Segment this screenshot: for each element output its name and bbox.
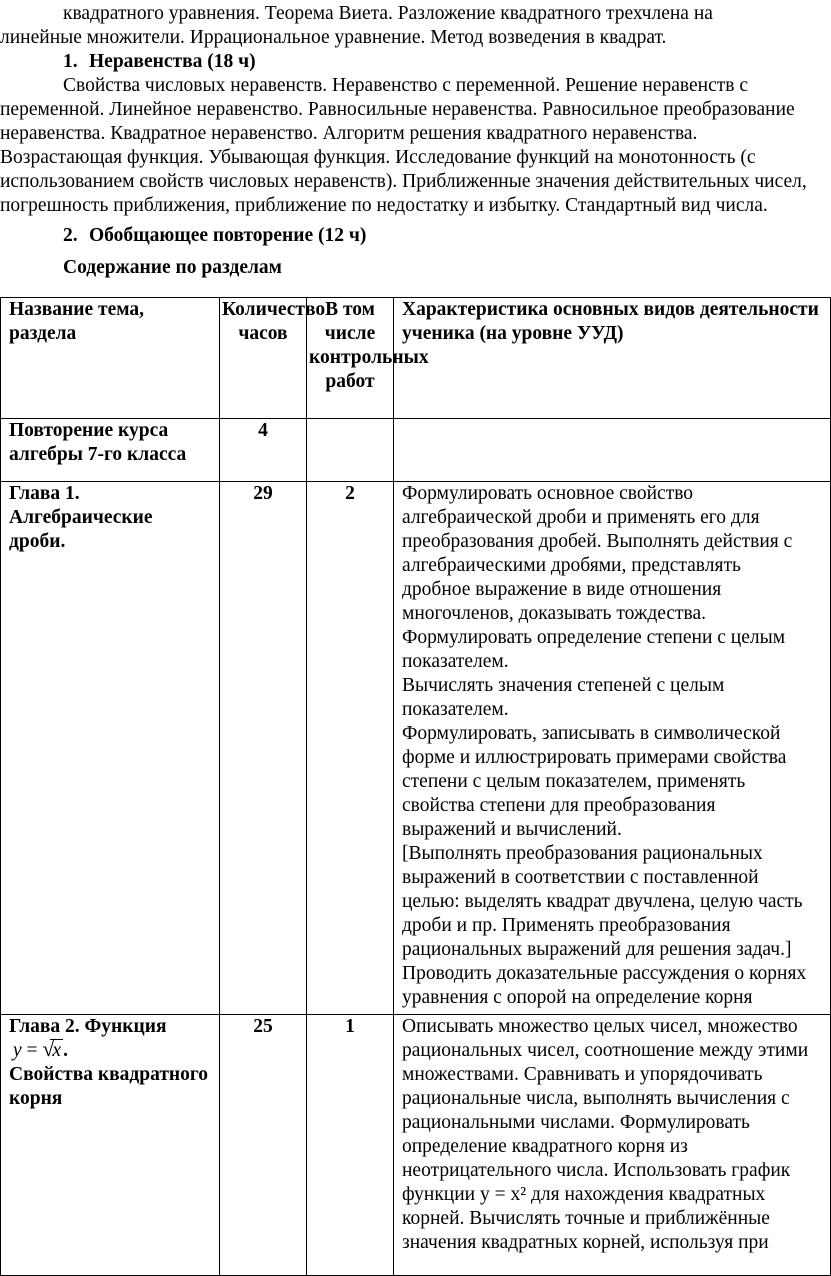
activity-line: функции y = x² для нахождения квадратных — [402, 1184, 766, 1205]
activity-line: значения квадратных корней, используя при — [402, 1232, 769, 1253]
header-tests: В том числе контрольных работ — [307, 298, 394, 419]
activity-line: рациональными числами. Формулировать — [402, 1112, 750, 1133]
table-row — [1, 419, 831, 482]
activity-line: показателем. — [402, 699, 509, 720]
syllabus-table — [0, 297, 831, 1276]
formula — [9, 1036, 68, 1063]
formula-eq: = — [26, 1040, 38, 1061]
contents-title: Содержание по разделам — [63, 257, 282, 278]
activity-line: рациональные числа, выполнять вычисления с — [402, 1088, 790, 1109]
activity-line: алгебраической дроби и применять его для — [402, 507, 760, 528]
section-title: Неравенства (18 ч) — [89, 51, 256, 72]
topic-subtitle: Свойства квадратного корня — [9, 1064, 209, 1109]
topic-cell — [1, 1015, 220, 1276]
formula-lhs: y — [13, 1040, 22, 1061]
table-row — [1, 482, 831, 1015]
hours-cell: 4 — [220, 419, 307, 482]
activity-line: многочленов, доказывать тождества. — [402, 603, 707, 624]
activity-line: выражений и вычислений. — [402, 819, 622, 840]
formula-end: . — [63, 1040, 68, 1061]
activity-line: преобразования дробей. Выполнять действия с — [402, 531, 793, 552]
activity-line: свойства степени для преобразования — [402, 795, 716, 816]
sqrt-symbol: √ x — [42, 1036, 62, 1061]
tests-cell: 2 — [307, 482, 394, 1015]
activity-line: Формулировать, записывать в символической — [402, 723, 781, 744]
topic-title: Глава 2. Функция — [9, 1016, 167, 1037]
activity-line: множествами. Сравнивать и упорядочивать — [402, 1064, 763, 1085]
activity-cell — [394, 482, 831, 1015]
intro-text — [0, 2, 816, 280]
activity-line: [Выполнять преобразования рациональных — [402, 843, 763, 864]
activity-line: Описывать множество целых чисел, множество — [402, 1016, 798, 1037]
activity-cell — [394, 1015, 831, 1276]
activity-line: целью: выделять квадрат двучлена, целую часть — [402, 891, 803, 912]
activity-line: Проводить доказательные рассуждения о корнях — [402, 963, 807, 984]
activity-line: дробное выражение в виде отношения — [402, 579, 722, 600]
table-header-row — [1, 298, 831, 419]
activity-line: Формулировать основное свойство — [402, 483, 694, 504]
topic-cell: Повторение курса алгебры 7-го класса — [1, 419, 220, 482]
activity-line: Формулировать определение степени с целым — [402, 627, 786, 648]
hours-cell: 25 — [220, 1015, 307, 1276]
activity-line: уравнения с опорой на определение корня — [402, 987, 753, 1008]
tests-cell: 1 — [307, 1015, 394, 1276]
activity-line: рациональных выражений для решения задач.] — [402, 939, 792, 960]
activity-line: рациональных чисел, соотношение между этими — [402, 1040, 809, 1061]
activity-line: Вычислять значения степеней с целым — [402, 675, 725, 696]
activity-line: корней. Вычислять точные и приближённые — [402, 1208, 770, 1229]
header-activity: Характеристика основных видов деятельности ученика (на уровне УУД) — [394, 298, 831, 419]
activity-line: неотрицательного числа. Использовать график — [402, 1160, 791, 1181]
activity-line: алгебраическими дробями, представлять — [402, 555, 741, 576]
activity-cell — [394, 419, 831, 482]
activity-line: показателем. — [402, 651, 509, 672]
section-number: 2. — [63, 225, 78, 246]
section-title: Обобщающее повторение (12 ч) — [89, 225, 367, 246]
activity-line: степени с целым показателем, применять — [402, 771, 746, 792]
activity-line: выражений в соответствии с поставленной — [402, 867, 759, 888]
topic-cell: Глава 1. Алгебраические дроби. — [1, 482, 220, 1015]
formula-radicand: x — [52, 1040, 62, 1061]
section-paragraph: Свойства числовых неравенств. Неравенство с переменной. Решение неравенств с переменной. Линейное неравенство. Равносильные неравенства. Равносильное преобразование неравенства. Квадратное неравенство. Алгоритм решения квадратного неравенства. Возрастающая функция. Убывающая функция. Исследование функций на монотонность (с использованием свойств числовых неравенств). Приближенные значения действительных чисел, погрешность приближения, приближение по недостатку и избытку. Стандартный вид числа. — [0, 75, 807, 216]
activity-line: определение квадратного корня из — [402, 1136, 688, 1157]
text-line: квадратного уравнения. Теорема Виета. Разложение квадратного трехчлена на — [63, 3, 713, 24]
section-heading-2 — [0, 224, 816, 248]
header-hours: Количество часов — [220, 298, 307, 419]
tests-cell — [307, 419, 394, 482]
table-row — [1, 1015, 831, 1276]
header-topic: Название тема, раздела — [1, 298, 220, 419]
hours-cell: 29 — [220, 482, 307, 1015]
activity-line: форме и иллюстрировать примерами свойства — [402, 747, 787, 768]
text-line: линейные множители. Иррациональное уравнение. Метод возведения в квадрат. — [0, 27, 667, 48]
activity-line: дроби и пр. Применять преобразования — [402, 915, 731, 936]
section-number: 1. — [63, 51, 78, 72]
section-heading-1 — [0, 50, 816, 74]
